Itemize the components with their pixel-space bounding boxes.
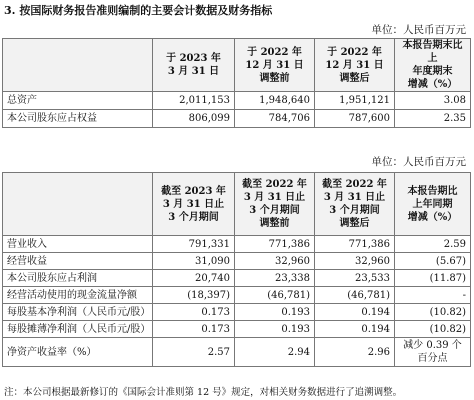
table-row xyxy=(3,92,471,110)
table-row xyxy=(3,270,471,287)
table-cell: (46,781) xyxy=(315,287,395,304)
table-cell: 2.57 xyxy=(153,338,235,367)
table-row xyxy=(3,236,471,253)
header-cell: 于 2022 年 12 月 31 日 调整前 xyxy=(235,39,315,92)
row-label: 每股基本净利润（人民币元/股） xyxy=(3,304,153,321)
table-cell: 32,960 xyxy=(235,253,315,270)
table-cell: 787,600 xyxy=(315,110,395,128)
row-label: 净资产收益率（%） xyxy=(3,338,153,367)
row-label: 总资产 xyxy=(3,92,153,110)
table-cell: 0.173 xyxy=(153,321,235,338)
table-cell: 2.35 xyxy=(395,110,471,128)
table-cell: (5.67) xyxy=(395,253,471,270)
header-cell: 截至 2023 年 3 月 31 日止 3 个月期间 xyxy=(153,173,235,236)
header-cell xyxy=(3,39,153,92)
header-cell: 于 2022 年 12 月 31 日 调整后 xyxy=(315,39,395,92)
table-cell: 2.94 xyxy=(235,338,315,367)
table-cell: 0.194 xyxy=(315,304,395,321)
table-row xyxy=(3,338,471,367)
footnote: 注：本公司根据最新修订的《国际会计准则第 12 号》规定，对相关财务数据进行了追溯调整。 xyxy=(4,387,403,398)
table-cell: 0.194 xyxy=(315,321,395,338)
table-row xyxy=(3,253,471,270)
table-cell: 806,099 xyxy=(153,110,235,128)
table-cell: 20,740 xyxy=(153,270,235,287)
table-cell: 791,331 xyxy=(153,236,235,253)
unit-label-2: 单位：人民币百万元 xyxy=(371,156,466,168)
table-cell: 3.08 xyxy=(395,92,471,110)
table-header-row xyxy=(3,173,471,236)
table-cell: 771,386 xyxy=(235,236,315,253)
row-label: 经营活动使用的现金流量净额 xyxy=(3,287,153,304)
table-cell: 1,951,121 xyxy=(315,92,395,110)
table-cell: 2.96 xyxy=(315,338,395,367)
table-cell: 23,338 xyxy=(235,270,315,287)
row-label: 本公司股东应占权益 xyxy=(3,110,153,128)
table-cell: 0.193 xyxy=(235,304,315,321)
table-cell: (10.82) xyxy=(395,321,471,338)
table-cell: 1,948,640 xyxy=(235,92,315,110)
table-row xyxy=(3,321,471,338)
table-row xyxy=(3,304,471,321)
table-cell: (10.82) xyxy=(395,304,471,321)
table-cell: 2.59 xyxy=(395,236,471,253)
header-cell xyxy=(3,173,153,236)
row-label: 营业收入 xyxy=(3,236,153,253)
table-cell: 0.173 xyxy=(153,304,235,321)
balance-sheet-table xyxy=(2,38,471,128)
table-cell: (18,397) xyxy=(153,287,235,304)
income-table xyxy=(2,172,471,367)
table-cell: (46,781) xyxy=(235,287,315,304)
table-cell: 31,090 xyxy=(153,253,235,270)
table-row xyxy=(3,287,471,304)
row-label: 每股摊薄净利润（人民币元/股） xyxy=(3,321,153,338)
row-label: 经营收益 xyxy=(3,253,153,270)
table-cell: - xyxy=(395,287,471,304)
table-row xyxy=(3,110,471,128)
section-title: 3. 按国际财务报告准则编制的主要会计数据及财务指标 xyxy=(4,4,273,17)
table-cell: 减少 0.39 个 百分点 xyxy=(395,338,471,367)
row-label: 本公司股东应占利润 xyxy=(3,270,153,287)
table-header-row xyxy=(3,39,471,92)
table-cell: (11.87) xyxy=(395,270,471,287)
header-cell: 于 2023 年 3 月 31 日 xyxy=(153,39,235,92)
header-cell: 本报告期比 上年同期 增减（%） xyxy=(395,173,471,236)
table-cell: 0.193 xyxy=(235,321,315,338)
table-cell: 784,706 xyxy=(235,110,315,128)
unit-label-1: 单位：人民币百万元 xyxy=(371,24,466,36)
table-cell: 2,011,153 xyxy=(153,92,235,110)
header-cell: 本报告期末比上 年度期末 增减（%） xyxy=(395,39,471,92)
table-cell: 23,533 xyxy=(315,270,395,287)
header-cell: 截至 2022 年 3 月 31 日止 3 个月期间 调整后 xyxy=(315,173,395,236)
table-cell: 32,960 xyxy=(315,253,395,270)
header-cell: 截至 2022 年 3 月 31 日止 3 个月期间 调整前 xyxy=(235,173,315,236)
table-cell: 771,386 xyxy=(315,236,395,253)
